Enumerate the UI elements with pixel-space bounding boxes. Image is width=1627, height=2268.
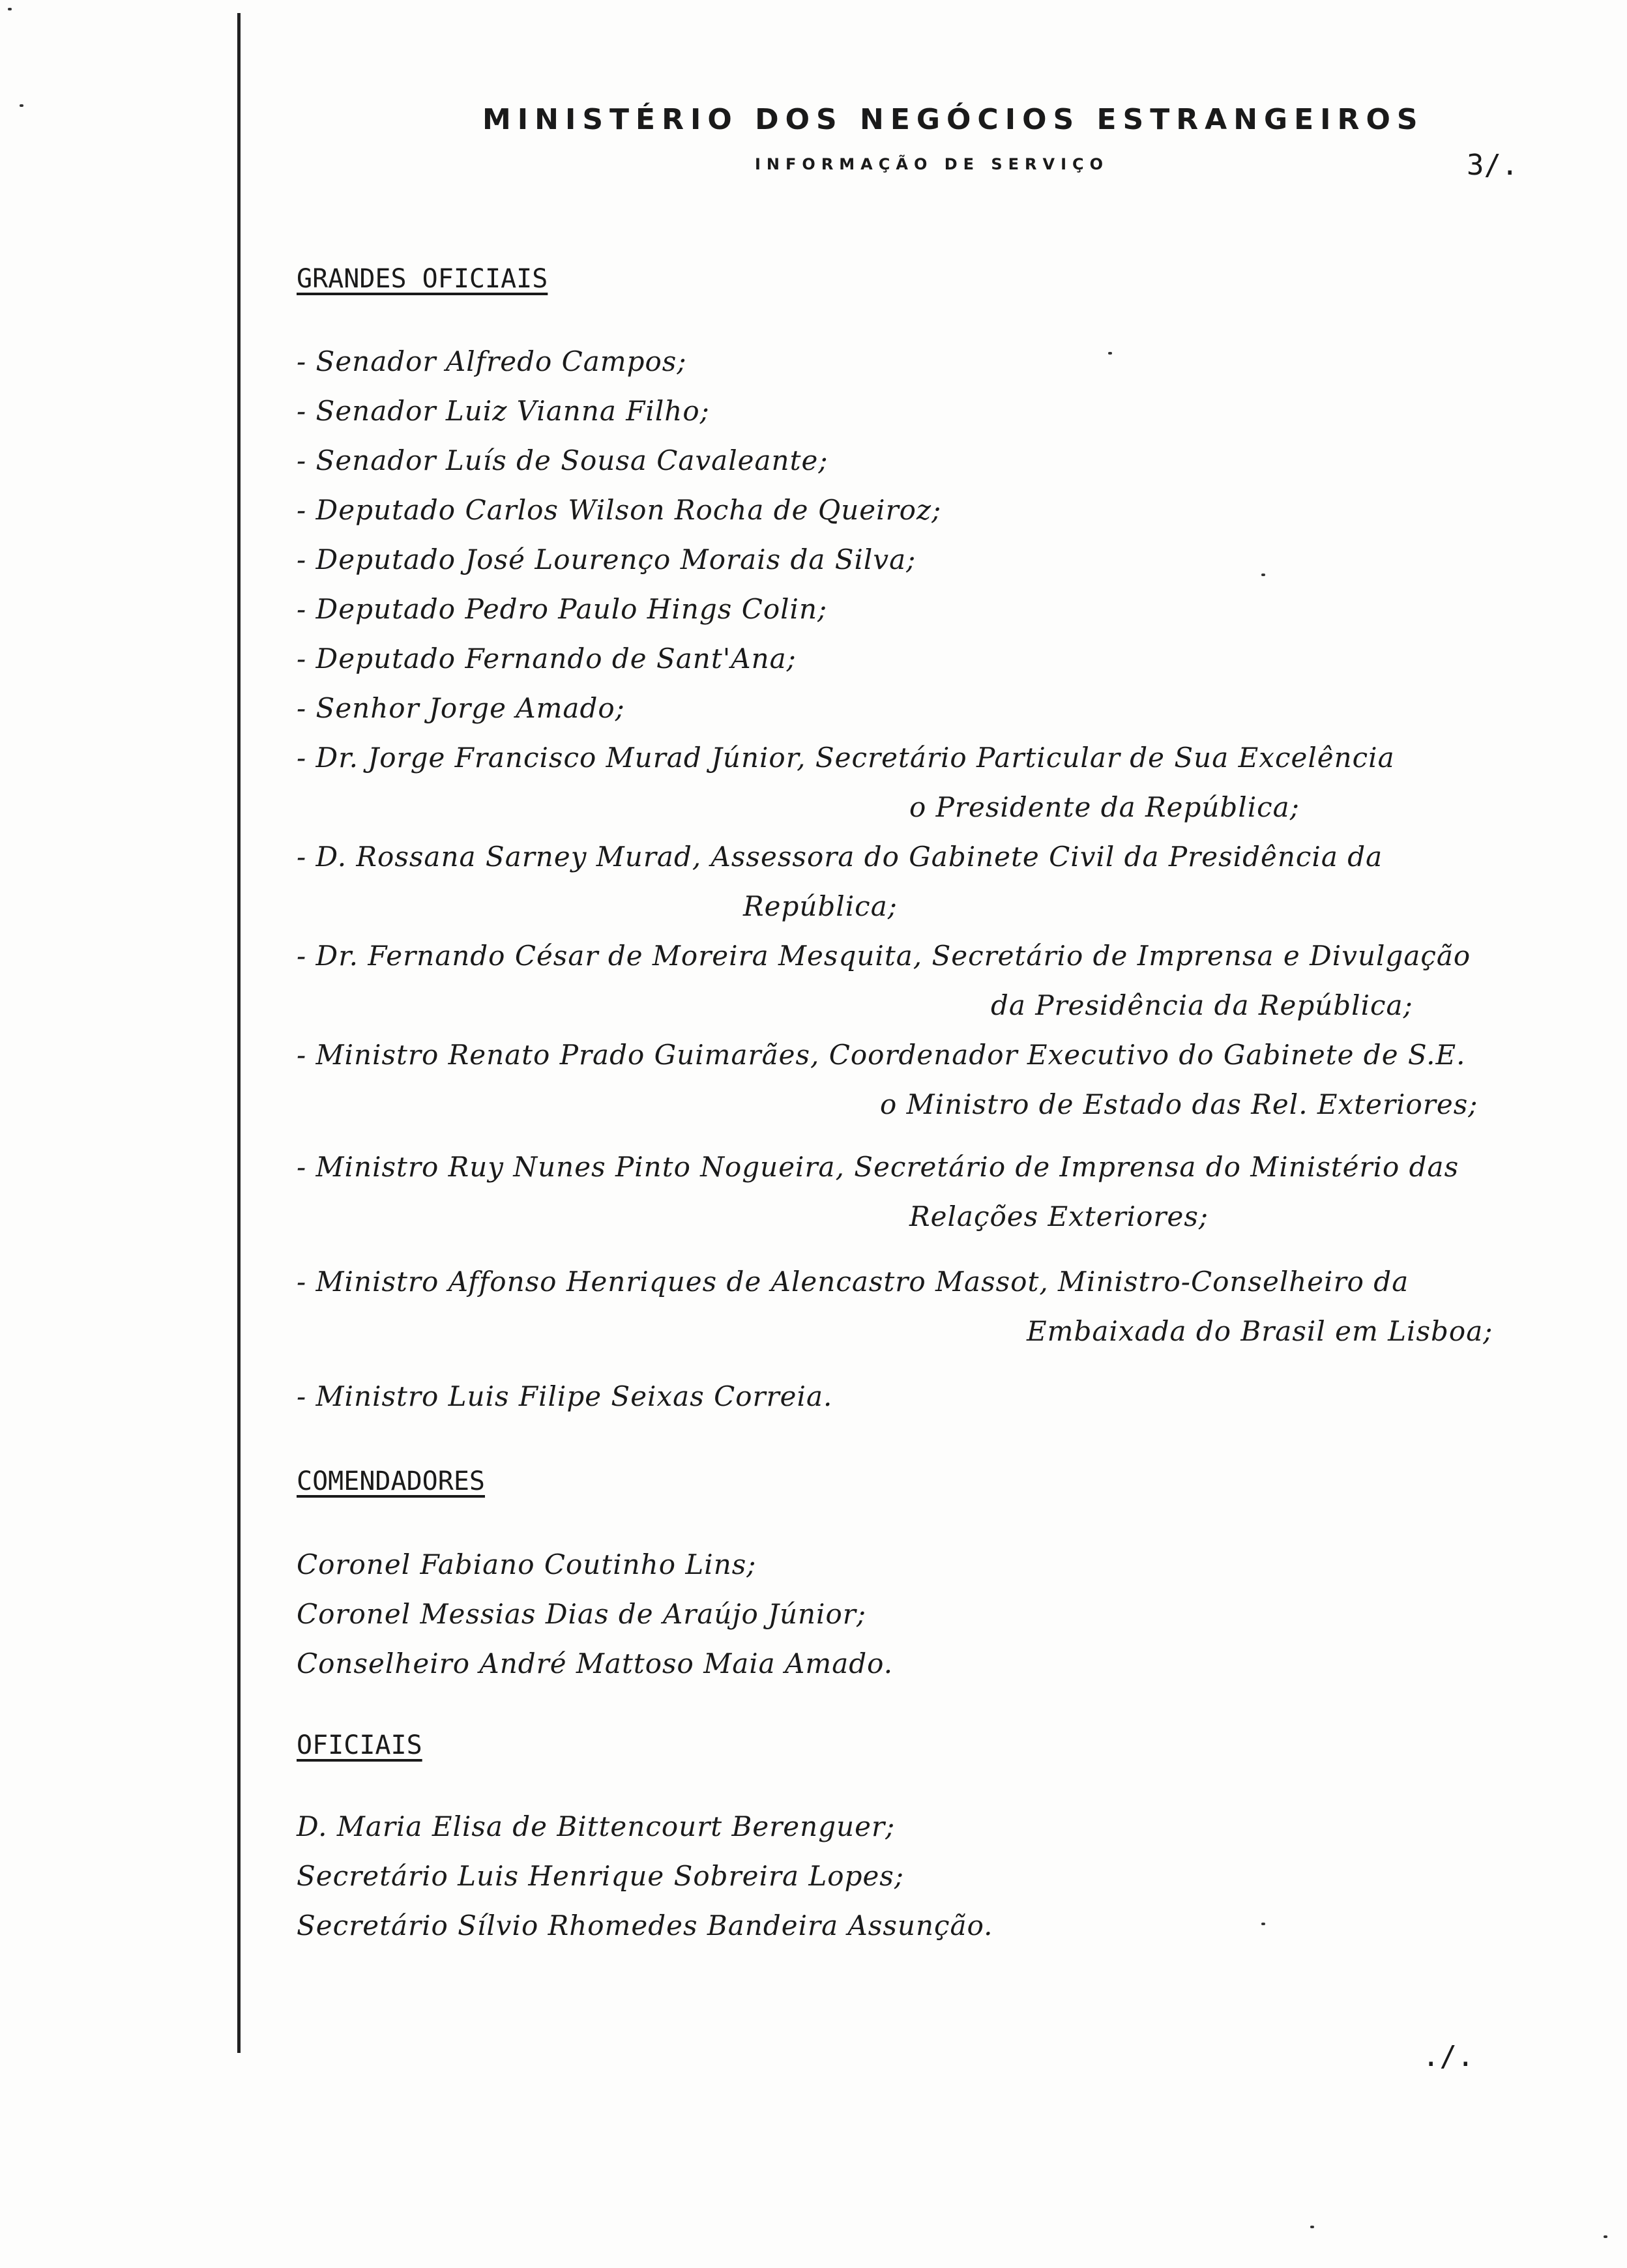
list-item: - Senador Alfredo Campos; <box>297 345 687 377</box>
list-item: D. Maria Elisa de Bittencourt Berenguer; <box>297 1810 896 1842</box>
scan-speck <box>1604 2235 1607 2238</box>
list-item: Secretário Sílvio Rhomedes Bandeira Assunção. <box>297 1910 993 1941</box>
list-item: - Deputado Carlos Wilson Rocha de Queiroz; <box>297 494 942 526</box>
list-item: Coronel Fabiano Coutinho Lins; <box>297 1548 757 1580</box>
continuation-mark: ./. <box>1422 2040 1474 2073</box>
list-item: Coronel Messias Dias de Araújo Júnior; <box>297 1598 867 1630</box>
list-item: - Deputado José Lourenço Morais da Silva; <box>297 544 916 575</box>
ministry-header: MINISTÉRIO DOS NEGÓCIOS ESTRANGEIROS <box>482 103 1424 136</box>
margin-rule <box>237 13 241 2053</box>
heading-comendadores: COMENDADORES <box>297 1466 485 1496</box>
scan-speck <box>8 8 12 10</box>
list-item: - D. Rossana Sarney Murad, Assessora do Gabinete Civil da Presidência da <box>297 841 1383 873</box>
list-item-continuation: da Presidência da República; <box>991 989 1413 1021</box>
list-item: - Senhor Jorge Amado; <box>297 692 625 724</box>
heading-oficiais: OFICIAIS <box>297 1730 422 1760</box>
list-item: Secretário Luis Henrique Sobreira Lopes; <box>297 1860 905 1892</box>
list-item: - Ministro Renato Prado Guimarães, Coordenador Executivo do Gabinete de S.E. <box>297 1039 1466 1071</box>
list-item: - Dr. Jorge Francisco Murad Júnior, Secretário Particular de Sua Excelência <box>297 742 1395 774</box>
list-item: - Senador Luiz Vianna Filho; <box>297 395 710 427</box>
list-item-continuation: o Presidente da República; <box>909 791 1300 823</box>
list-item-continuation: Embaixada do Brasil em Lisboa; <box>1027 1315 1493 1347</box>
scan-speck <box>1261 574 1265 576</box>
list-item: - Ministro Affonso Henriques de Alencastro Massot, Ministro-Conselheiro da <box>297 1266 1409 1298</box>
list-item-continuation: o Ministro de Estado das Rel. Exteriores; <box>880 1088 1478 1120</box>
list-item: - Deputado Fernando de Sant'Ana; <box>297 643 797 675</box>
list-item-continuation: Relações Exteriores; <box>909 1200 1209 1232</box>
list-item: - Dr. Fernando César de Moreira Mesquita, Secretário de Imprensa e Divulgação <box>297 940 1471 972</box>
list-item: - Ministro Luis Filipe Seixas Correia. <box>297 1380 833 1412</box>
list-item-continuation: República; <box>743 890 898 922</box>
list-item: Conselheiro André Mattoso Maia Amado. <box>297 1648 894 1679</box>
scan-speck <box>1108 352 1112 355</box>
list-item: - Senador Luís de Sousa Cavaleante; <box>297 444 828 476</box>
page-number: 3/. <box>1467 149 1519 182</box>
list-item: - Deputado Pedro Paulo Hings Colin; <box>297 593 828 625</box>
list-item: - Ministro Ruy Nunes Pinto Nogueira, Secretário de Imprensa do Ministério das <box>297 1151 1459 1183</box>
service-subtitle: INFORMAÇÃO DE SERVIÇO <box>755 155 1109 173</box>
scan-speck <box>1261 1923 1265 1925</box>
scan-speck <box>20 104 23 107</box>
heading-grandes-oficiais: GRANDES OFICIAIS <box>297 264 548 294</box>
scan-speck <box>1310 2226 1314 2228</box>
